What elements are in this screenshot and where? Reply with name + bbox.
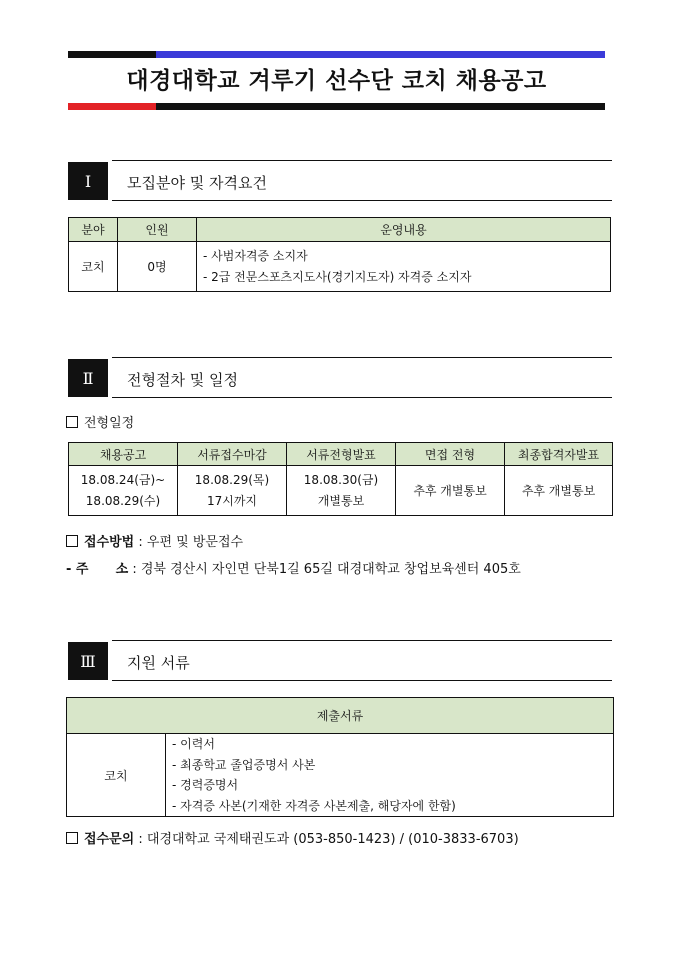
documents-field: 코치 [67,734,166,817]
schedule-cell-line: 18.08.29(목) [194,472,270,487]
schedule-header: 채용공고 [69,443,178,466]
contact-info [66,828,519,847]
section3-number: Ⅲ [68,642,108,680]
application-address [66,558,521,577]
schedule-cell [505,466,613,516]
title-bottom-bar-black [156,103,605,110]
section3-bottom-line [112,680,612,681]
title-top-bar-blue [156,51,605,58]
application-address-value: : 경북 경산시 자인면 단북1길 65길 대경대학교 창업보육센터 405호 [132,562,521,577]
section2-number: Ⅱ [68,359,108,397]
schedule-subheading [66,412,134,431]
title-bottom-bar-red [68,103,156,110]
documents-item: - 이력서 [172,737,215,751]
schedule-header: 최종합격자발표 [505,443,613,466]
schedule-cell [69,466,178,516]
schedule-cell-line: 18.08.29(수) [85,493,161,508]
section1-bottom-line [112,200,612,201]
checkbox-icon [66,416,78,428]
title-bottom-bar [68,103,605,110]
section2-title: 전형절차 및 일정 [127,371,238,389]
schedule-cell [287,466,396,516]
checkbox-icon [66,535,78,547]
documents-table [66,697,614,817]
application-method-value: : 우편 및 방문접수 [138,535,244,550]
qualification-item: - 사범자격증 소지자 [203,248,308,263]
document-title: 대경대학교 겨루기 선수단 코치 채용공고 [126,68,547,94]
documents-item: - 최종학교 졸업증명서 사본 [172,757,316,772]
schedule-cell-line: 추후 개별통보 [521,484,596,498]
section2-top-line [112,357,612,358]
schedule-header: 서류접수마감 [178,443,287,466]
section1-title: 모집분야 및 자격요건 [127,174,267,192]
documents-item: - 자격증 사본(기재한 자격증 사본제출, 해당자에 한함) [172,798,456,813]
schedule-cell-line: 17시까지 [206,493,258,508]
schedule-cell-line: 18.08.30(금) [303,472,379,487]
application-method-label: 접수방법 [84,535,135,550]
qualification-header-field: 분야 [69,218,118,242]
contact-value: : 대경대학교 국제태권도과 (053-850-1423) / (010-3833-6703) [138,832,519,847]
application-method [66,531,243,550]
section2-bottom-line [112,397,612,398]
schedule-header: 면접 전형 [396,443,505,466]
qualification-count: 0명 [118,242,197,292]
qualification-content [197,242,611,292]
section3-top-line [112,640,612,641]
title-top-bar-black [68,51,156,58]
qualification-table [68,217,611,292]
qualification-header-count: 인원 [118,218,197,242]
qualification-header-content: 운영내용 [197,218,611,242]
section3-title: 지원 서류 [127,654,190,672]
section1-top-line [112,160,612,161]
documents-header: 제출서류 [67,698,614,734]
schedule-cell-line: 추후 개별통보 [413,484,487,498]
documents-list [166,734,614,817]
qualification-item: - 2급 전문스포츠지도사(경기지도자) 자격증 소지자 [203,269,472,284]
schedule-cell-line: 개별통보 [317,493,365,508]
section1-number: Ⅰ [68,162,108,200]
application-address-label: - 주 소 [66,562,129,577]
checkbox-icon [66,832,78,844]
contact-label: 접수문의 [84,832,135,847]
title-top-bar [68,51,605,58]
schedule-table [68,442,613,516]
schedule-cell-line: 18.08.24(금)~ [80,472,166,487]
documents-item: - 경력증명서 [172,778,239,792]
schedule-cell [396,466,505,516]
schedule-cell [178,466,287,516]
schedule-header: 서류전형발표 [287,443,396,466]
schedule-subheading-text: 전형일정 [84,416,135,431]
qualification-field: 코치 [69,242,118,292]
